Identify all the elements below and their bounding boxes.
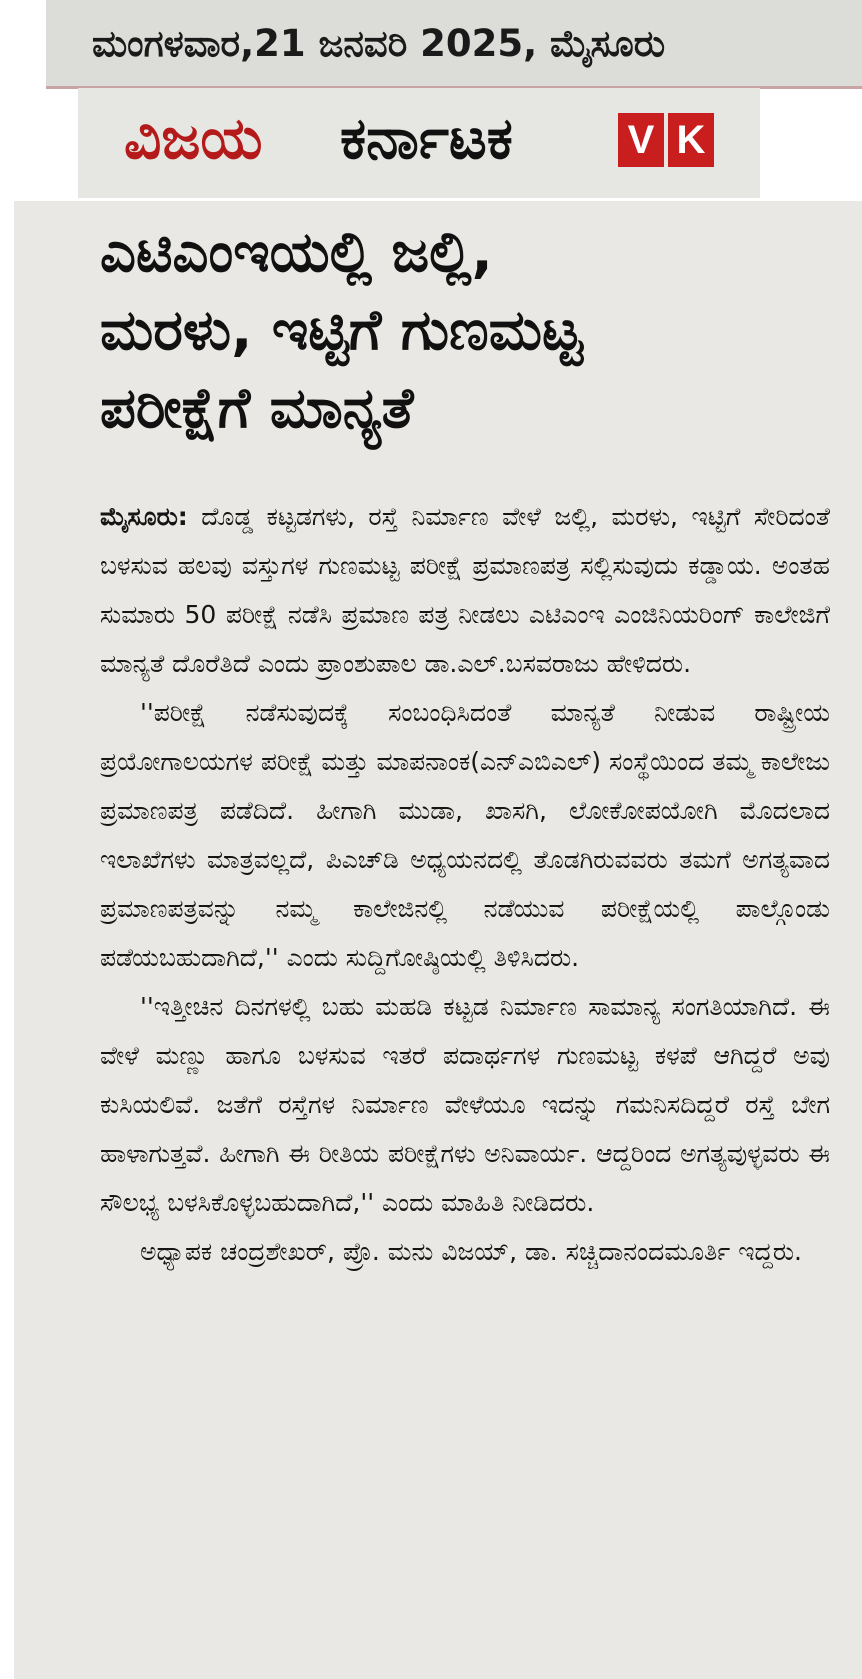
headline-line-2: ಮರಳು, ಇಟ್ಟಿಗೆ ಗುಣಮಟ್ಟ <box>100 298 583 363</box>
vk-logo <box>618 113 714 167</box>
headline-line-1: ಎಟಿಎಂಇಯಲ್ಲಿ ಜಲ್ಲಿ, <box>100 220 493 285</box>
paragraph-1-text: ದೊಡ್ಡ ಕಟ್ಟಡಗಳು, ರಸ್ತೆ ನಿರ್ಮಾಣ ವೇಳೆ ಜಲ್ಲಿ, ಮರಳು, ಇಟ್ಟಿಗೆ ಸೇರಿದಂತೆ ಬಳಸುವ ಹಲವು ವಸ್ತುಗಳ ಗುಣಮಟ್ಟ ಪರೀಕ್ಷೆ ಪ್ರಮಾಣಪತ್ರ ಸಲ್ಲಿಸುವುದು ಕಡ್ಡಾಯ. ಅಂತಹ ಸುಮಾರು 50 ಪರೀಕ್ಷೆ ನಡೆಸಿ ಪ್ರಮಾಣ ಪತ್ರ ನೀಡಲು ಎಟಿಎಂಇ ಎಂಜಿನಿಯರಿಂಗ್ ಕಾಲೇಜಿಗೆ ಮಾನ್ಯತೆ ದೊರೆತಿದೆ ಎಂದು ಪ್ರಾಂಶುಪಾಲ ಡಾ.ಎಲ್.ಬಸವರಾಜು ಹೇಳಿದರು. <box>100 502 830 678</box>
headline <box>100 214 750 448</box>
article-dateline: ಮೈಸೂರು: <box>100 502 188 531</box>
headline-line-3: ಪರೀಕ್ಷೆಗೆ ಮಾನ್ಯತೆ <box>100 376 414 441</box>
masthead-name-vijaya: ವಿಜಯ <box>124 104 263 172</box>
paragraph-1 <box>100 492 830 688</box>
article-body <box>100 492 830 1276</box>
dateline: ಮಂಗಳವಾರ,21 ಜನವರಿ 2025, ಮೈಸೂರು <box>92 22 666 65</box>
masthead-name-karnataka: ಕರ್ನಾಟಕ <box>340 104 513 172</box>
paragraph-4: ಅಧ್ಯಾಪಕ ಚಂದ್ರಶೇಖರ್, ಪ್ರೊ. ಮನು ವಿಜಯ್, ಡಾ. ಸಚ್ಚಿದಾನಂದಮೂರ್ತಿ ಇದ್ದರು. <box>140 1237 802 1266</box>
paragraph-3: ''ಇತ್ತೀಚಿನ ದಿನಗಳಲ್ಲಿ ಬಹು ಮಹಡಿ ಕಟ್ಟಡ ನಿರ್ಮಾಣ ಸಾಮಾನ್ಯ ಸಂಗತಿಯಾಗಿದೆ. ಈ ವೇಳೆ ಮಣ್ಣು ಹಾಗೂ ಬಳಸುವ ಇತರೆ ಪದಾರ್ಥಗಳ ಗುಣಮಟ್ಟ ಕಳಪೆ ಆಗಿದ್ದರೆ ಅವು ಕುಸಿಯಲಿವೆ. ಜತೆಗೆ ರಸ್ತೆಗಳ ನಿರ್ಮಾಣ ವೇಳೆಯೂ ಇದನ್ನು ಗಮನಿಸದಿದ್ದರೆ ರಸ್ತೆ ಬೇಗ ಹಾಳಾಗುತ್ತವೆ. ಹೀಗಾಗಿ ಈ ರೀತಿಯ ಪರೀಕ್ಷೆಗಳು ಅನಿವಾರ್ಯ. ಆದ್ದರಿಂದ ಅಗತ್ಯವುಳ್ಳವರು ಈ ಸೌಲಭ್ಯ ಬಳಸಿಕೊಳ್ಳಬಹುದಾಗಿದೆ,'' ಎಂದು ಮಾಹಿತಿ ನೀಡಿದರು. <box>100 992 830 1217</box>
vk-logo-letter-k: K <box>668 113 714 167</box>
paragraph-2: ''ಪರೀಕ್ಷೆ ನಡೆಸುವುದಕ್ಕೆ ಸಂಬಂಧಿಸಿದಂತೆ ಮಾನ್ಯತೆ ನೀಡುವ ರಾಷ್ಟ್ರೀಯ ಪ್ರಯೋಗಾಲಯಗಳ ಪರೀಕ್ಷೆ ಮತ್ತು ಮಾಪನಾಂಕ(ಎನ್‌ಎಬಿಎಲ್) ಸಂಸ್ಥೆಯಿಂದ ತಮ್ಮ ಕಾಲೇಜು ಪ್ರಮಾಣಪತ್ರ ಪಡೆದಿದೆ. ಹೀಗಾಗಿ ಮುಡಾ, ಖಾಸಗಿ, ಲೋಕೋಪಯೋಗಿ ಮೊದಲಾದ ಇಲಾಖೆಗಳು ಮಾತ್ರವಲ್ಲದೆ, ಪಿಎಚ್‌ಡಿ ಅಧ್ಯಯನದಲ್ಲಿ ತೊಡಗಿರುವವರು ತಮಗೆ ಅಗತ್ಯವಾದ ಪ್ರಮಾಣಪತ್ರವನ್ನು ನಮ್ಮ ಕಾಲೇಜಿನಲ್ಲಿ ನಡೆಯುವ ಪರೀಕ್ಷೆಯಲ್ಲಿ ಪಾಲ್ಗೊಂಡು ಪಡೆಯಬಹುದಾಗಿದೆ,'' ಎಂದು ಸುದ್ದಿಗೋಷ್ಠಿಯಲ್ಲಿ ತಿಳಿಸಿದರು. <box>100 698 830 972</box>
vk-logo-letter-v: V <box>618 113 664 167</box>
